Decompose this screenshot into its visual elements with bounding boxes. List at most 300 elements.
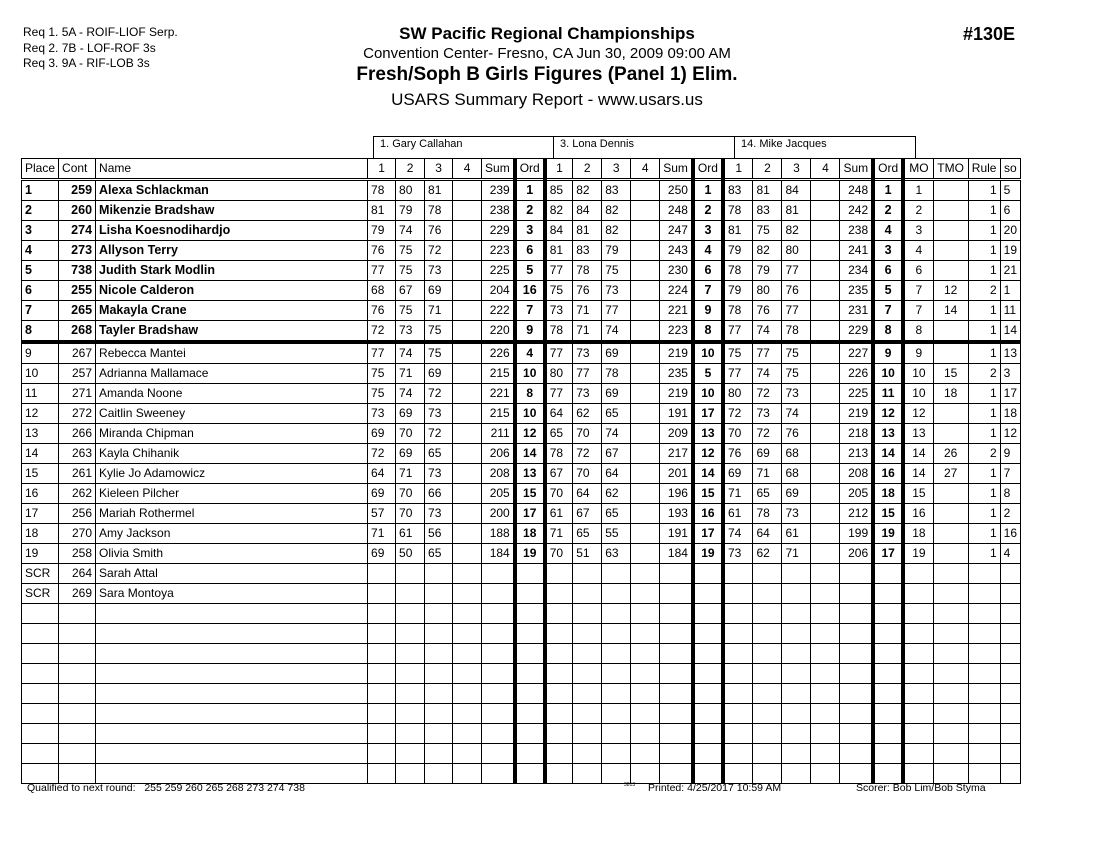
blank-cell [660,684,693,704]
judge2-ord: 14 [693,464,723,484]
judge1-ord: 4 [515,342,545,364]
judge1-score4 [453,564,482,584]
blank-cell [425,724,453,744]
judge1-score2: 70 [396,424,425,444]
table-row [22,201,1021,221]
tmo-cell [933,180,968,201]
blank-row [22,644,1021,664]
table-row [22,241,1021,261]
judge2-score4 [631,464,660,484]
judge3-score1 [723,584,753,604]
rule-cell: 1 [968,301,1000,321]
judge3-score3: 75 [782,342,811,364]
judge1-score1: 81 [368,201,396,221]
blank-cell [968,744,1000,764]
judge3-score2: 74 [753,364,782,384]
mo-cell: 14 [903,444,933,464]
blank-cell [602,604,631,624]
judge2-sum: 250 [660,180,693,201]
judge1-score1: 71 [368,524,396,544]
judge1-score4 [453,261,482,281]
judge1-score1 [368,564,396,584]
judge3-ord: 17 [873,544,903,564]
blank-cell [903,764,933,784]
mo-cell: 3 [903,221,933,241]
cont-cell: 274 [59,221,96,241]
blank-cell [545,664,573,684]
judge1-score1: 78 [368,180,396,201]
blank-cell [482,684,515,704]
so-cell: 7 [1000,464,1020,484]
blank-cell [573,664,602,684]
blank-cell [840,744,873,764]
blank-cell [753,744,782,764]
blank-cell [545,724,573,744]
event-title: Fresh/Soph B Girls Figures (Panel 1) Elim. [356,64,738,85]
table-row [22,524,1021,544]
judge1-score2: 75 [396,301,425,321]
blank-cell [482,724,515,744]
judge2-score2: 70 [573,424,602,444]
judge2-ord: 9 [693,301,723,321]
judge2-ord: 7 [693,281,723,301]
place-cell: 7 [22,301,59,321]
judge3-ord: 10 [873,364,903,384]
judge-2-header: 3. Lona Dennis [553,136,735,158]
scorer: Scorer: Bob Lim/Bob Styma [856,782,986,794]
judge1-score2 [396,584,425,604]
judge2-score3: 78 [602,364,631,384]
judge1-score2: 71 [396,364,425,384]
tmo-cell [933,241,968,261]
judge1-sum: 200 [482,504,515,524]
judge3-ord: 19 [873,524,903,544]
judge2-ord: 10 [693,342,723,364]
name-cell: Amy Jackson [96,524,368,544]
judge1-score4 [453,301,482,321]
name-cell: Judith Stark Modlin [96,261,368,281]
rule-cell: 1 [968,261,1000,281]
blank-cell [811,744,840,764]
blank-cell [693,744,723,764]
blank-row [22,764,1021,784]
judge2-score4 [631,444,660,464]
blank-cell [22,724,59,744]
blank-cell [453,604,482,624]
so-cell: 18 [1000,404,1020,424]
mo-cell: 1 [903,180,933,201]
judge2-score1: 70 [545,544,573,564]
so-cell: 12 [1000,424,1020,444]
judge1-score2: 75 [396,261,425,281]
judge1-score1: 72 [368,444,396,464]
place-cell: 4 [22,241,59,261]
tmo-cell [933,404,968,424]
judge2-sum: 196 [660,484,693,504]
blank-cell [22,644,59,664]
blank-cell [631,744,660,764]
rule-cell: 1 [968,524,1000,544]
place-cell: 18 [22,524,59,544]
judge3-score1: 72 [723,404,753,424]
blank-cell [425,664,453,684]
judge3-score2 [753,564,782,584]
judge2-score4 [631,524,660,544]
blank-cell [396,744,425,764]
cont-cell: 266 [59,424,96,444]
judge2-ord: 10 [693,384,723,404]
judge3-score2 [753,584,782,604]
judge3-score3 [782,584,811,604]
blank-cell [96,704,368,724]
col-header-mo: MO [903,159,933,180]
blank-cell [425,604,453,624]
blank-cell [782,764,811,784]
judge1-score1: 76 [368,301,396,321]
cont-cell: 256 [59,504,96,524]
judge1-score4 [453,544,482,564]
judge3-sum: 227 [840,342,873,364]
cont-cell: 267 [59,342,96,364]
judge2-score4 [631,180,660,201]
judge3-ord [873,584,903,604]
blank-cell [933,704,968,724]
judge3-score1: 77 [723,364,753,384]
blank-cell [1000,764,1020,784]
judge3-score4 [811,504,840,524]
blank-cell [873,744,903,764]
mo-cell: 10 [903,364,933,384]
judge3-score3 [782,564,811,584]
blank-cell [873,624,903,644]
blank-cell [22,744,59,764]
judge1-ord: 5 [515,261,545,281]
tmo-cell [933,484,968,504]
judge1-sum: 215 [482,364,515,384]
judge2-sum: 193 [660,504,693,524]
blank-cell [631,624,660,644]
judge3-score1: 76 [723,444,753,464]
judge2-score3: 74 [602,321,631,343]
judge2-score1: 80 [545,364,573,384]
judge2-score4 [631,404,660,424]
place-cell: 1 [22,180,59,201]
rule-cell: 1 [968,321,1000,343]
judge-1-header: 1. Gary Callahan [373,136,554,158]
judge1-score4 [453,444,482,464]
blank-cell [545,624,573,644]
judge2-score3: 83 [602,180,631,201]
judge2-sum: 248 [660,201,693,221]
judge3-score2: 73 [753,404,782,424]
judge3-score1: 80 [723,384,753,404]
place-cell: 2 [22,201,59,221]
judge1-score2: 70 [396,504,425,524]
judge1-score2: 70 [396,484,425,504]
judge3-ord: 8 [873,321,903,343]
judge3-score1: 73 [723,544,753,564]
judge1-score3 [425,564,453,584]
judge3-score2: 72 [753,384,782,404]
judge3-sum: 231 [840,301,873,321]
judge1-ord: 10 [515,404,545,424]
judge2-score2: 73 [573,384,602,404]
blank-cell [903,604,933,624]
blank-cell [573,744,602,764]
judge1-sum: 239 [482,180,515,201]
judge1-sum: 211 [482,424,515,444]
judge3-sum: 206 [840,544,873,564]
blank-cell [602,744,631,764]
venue-date: Convention Center- Fresno, CA Jun 30, 2009 09:00 AM [363,45,731,62]
judge1-ord [515,564,545,584]
cont-cell: 262 [59,484,96,504]
name-cell: Lisha Koesnodihardjo [96,221,368,241]
so-cell: 5 [1000,180,1020,201]
judge3-score1 [723,564,753,584]
table-row [22,504,1021,524]
judge2-sum: 247 [660,221,693,241]
judge2-ord: 2 [693,201,723,221]
blank-cell [515,724,545,744]
judge1-sum: 222 [482,301,515,321]
rule-cell: 1 [968,504,1000,524]
judge2-sum: 224 [660,281,693,301]
judge2-score1: 70 [545,484,573,504]
mo-cell: 14 [903,464,933,484]
so-cell: 6 [1000,201,1020,221]
judge1-ord: 13 [515,464,545,484]
judge3-score4 [811,464,840,484]
blank-cell [482,644,515,664]
blank-cell [573,724,602,744]
tmo-cell [933,584,968,604]
judge1-score2: 69 [396,444,425,464]
blank-cell [753,624,782,644]
blank-cell [515,744,545,764]
judge1-score3: 69 [425,281,453,301]
so-cell: 9 [1000,444,1020,464]
blank-cell [453,624,482,644]
so-cell: 19 [1000,241,1020,261]
tmo-cell [933,424,968,444]
blank-cell [782,644,811,664]
judge3-score2: 80 [753,281,782,301]
table-row [22,180,1021,201]
judge2-score1: 73 [545,301,573,321]
judge1-sum: 229 [482,221,515,241]
judge1-score3: 72 [425,384,453,404]
tmo-cell [933,564,968,584]
judge2-score4 [631,424,660,444]
col-header-j1-1: 2 [396,159,425,180]
judge3-sum: 238 [840,221,873,241]
blank-cell [368,724,396,744]
blank-cell [22,624,59,644]
mo-cell: 10 [903,384,933,404]
judge-3-header: 14. Mike Jacques [734,136,916,158]
name-cell: Rebecca Mantei [96,342,368,364]
blank-cell [573,704,602,724]
judge3-ord: 7 [873,301,903,321]
judge3-ord: 2 [873,201,903,221]
so-cell: 4 [1000,544,1020,564]
judge1-sum: 238 [482,201,515,221]
mo-cell: 19 [903,544,933,564]
judge3-score2: 81 [753,180,782,201]
judge2-sum [660,584,693,604]
judge1-sum: 208 [482,464,515,484]
col-header-j1-5: Ord [515,159,545,180]
judge3-ord: 1 [873,180,903,201]
blank-cell [368,684,396,704]
blank-cell [873,644,903,664]
blank-cell [22,664,59,684]
judge1-ord: 17 [515,504,545,524]
judge1-score4 [453,504,482,524]
judge2-score4 [631,201,660,221]
judge3-score3: 84 [782,180,811,201]
judge3-ord: 18 [873,484,903,504]
judge1-score1: 75 [368,384,396,404]
cont-cell: 259 [59,180,96,201]
judge3-score4 [811,201,840,221]
table-row [22,444,1021,464]
judge1-score2: 74 [396,342,425,364]
judge2-ord: 3 [693,221,723,241]
judge3-score1: 75 [723,342,753,364]
judge2-sum: 219 [660,342,693,364]
judge1-score4 [453,484,482,504]
blank-cell [545,744,573,764]
blank-cell [425,684,453,704]
blank-cell [96,664,368,684]
competition-title: SW Pacific Regional Championships [399,24,695,43]
judge3-sum: 219 [840,404,873,424]
table-row [22,301,1021,321]
judge2-score1: 67 [545,464,573,484]
name-cell: Kylie Jo Adamowicz [96,464,368,484]
judge3-score4 [811,342,840,364]
blank-cell [693,664,723,684]
col-header-j1-0: 1 [368,159,396,180]
judge3-sum: 234 [840,261,873,281]
blank-cell [368,764,396,784]
mo-cell: 13 [903,424,933,444]
judge3-score3: 81 [782,201,811,221]
judge2-score2 [573,564,602,584]
blank-cell [660,764,693,784]
blank-cell [59,604,96,624]
judge3-score3: 73 [782,504,811,524]
judge3-score2: 75 [753,221,782,241]
blank-cell [1000,644,1020,664]
judge2-ord: 17 [693,524,723,544]
judge1-score2: 73 [396,321,425,343]
blank-cell [753,684,782,704]
judge1-score4 [453,524,482,544]
blank-cell [482,624,515,644]
judge3-score3: 71 [782,544,811,564]
blank-cell [811,764,840,784]
rule-cell: 1 [968,484,1000,504]
judge1-ord: 8 [515,384,545,404]
judge2-score1: 75 [545,281,573,301]
blank-cell [96,744,368,764]
judge3-sum: 242 [840,201,873,221]
judge2-score2: 62 [573,404,602,424]
judge2-score1: 78 [545,321,573,343]
judge3-score1: 61 [723,504,753,524]
place-cell: 10 [22,364,59,384]
cont-cell: 260 [59,201,96,221]
blank-cell [933,724,968,744]
col-header-j3-3: 4 [811,159,840,180]
judge3-score3: 68 [782,444,811,464]
judge3-score3: 73 [782,384,811,404]
blank-cell [693,604,723,624]
judge1-score2: 67 [396,281,425,301]
judge3-score2: 64 [753,524,782,544]
judge2-ord: 8 [693,321,723,343]
judge1-score2 [396,564,425,584]
blank-cell [693,764,723,784]
judge3-score3: 78 [782,321,811,343]
judge3-score1: 77 [723,321,753,343]
judge2-score1: 77 [545,342,573,364]
cont-cell: 272 [59,404,96,424]
judge1-score4 [453,281,482,301]
judge2-score1: 84 [545,221,573,241]
judge1-score3: 65 [425,544,453,564]
blank-cell [545,764,573,784]
blank-cell [368,624,396,644]
col-header-j3-4: Sum [840,159,873,180]
mo-cell: 15 [903,484,933,504]
blank-cell [933,744,968,764]
blank-cell [782,724,811,744]
blank-cell [396,644,425,664]
cont-cell: 263 [59,444,96,464]
judge1-score1: 69 [368,484,396,504]
judge3-ord [873,564,903,584]
judge3-sum: 235 [840,281,873,301]
place-cell: 6 [22,281,59,301]
judge1-score1 [368,584,396,604]
so-cell [1000,564,1020,584]
judge1-score1: 75 [368,364,396,384]
judge1-sum [482,584,515,604]
blank-cell [453,664,482,684]
blank-cell [1000,724,1020,744]
judge3-score3: 82 [782,221,811,241]
tmo-cell [933,544,968,564]
col-header-j2-4: Sum [660,159,693,180]
blank-cell [22,684,59,704]
judge2-sum: 230 [660,261,693,281]
blank-cell [723,624,753,644]
blank-row [22,604,1021,624]
judge3-ord: 14 [873,444,903,464]
blank-cell [602,724,631,744]
blank-cell [840,664,873,684]
so-cell: 13 [1000,342,1020,364]
blank-cell [396,724,425,744]
judge3-score1: 83 [723,180,753,201]
tmo-cell: 27 [933,464,968,484]
mo-cell: 4 [903,241,933,261]
so-cell: 8 [1000,484,1020,504]
